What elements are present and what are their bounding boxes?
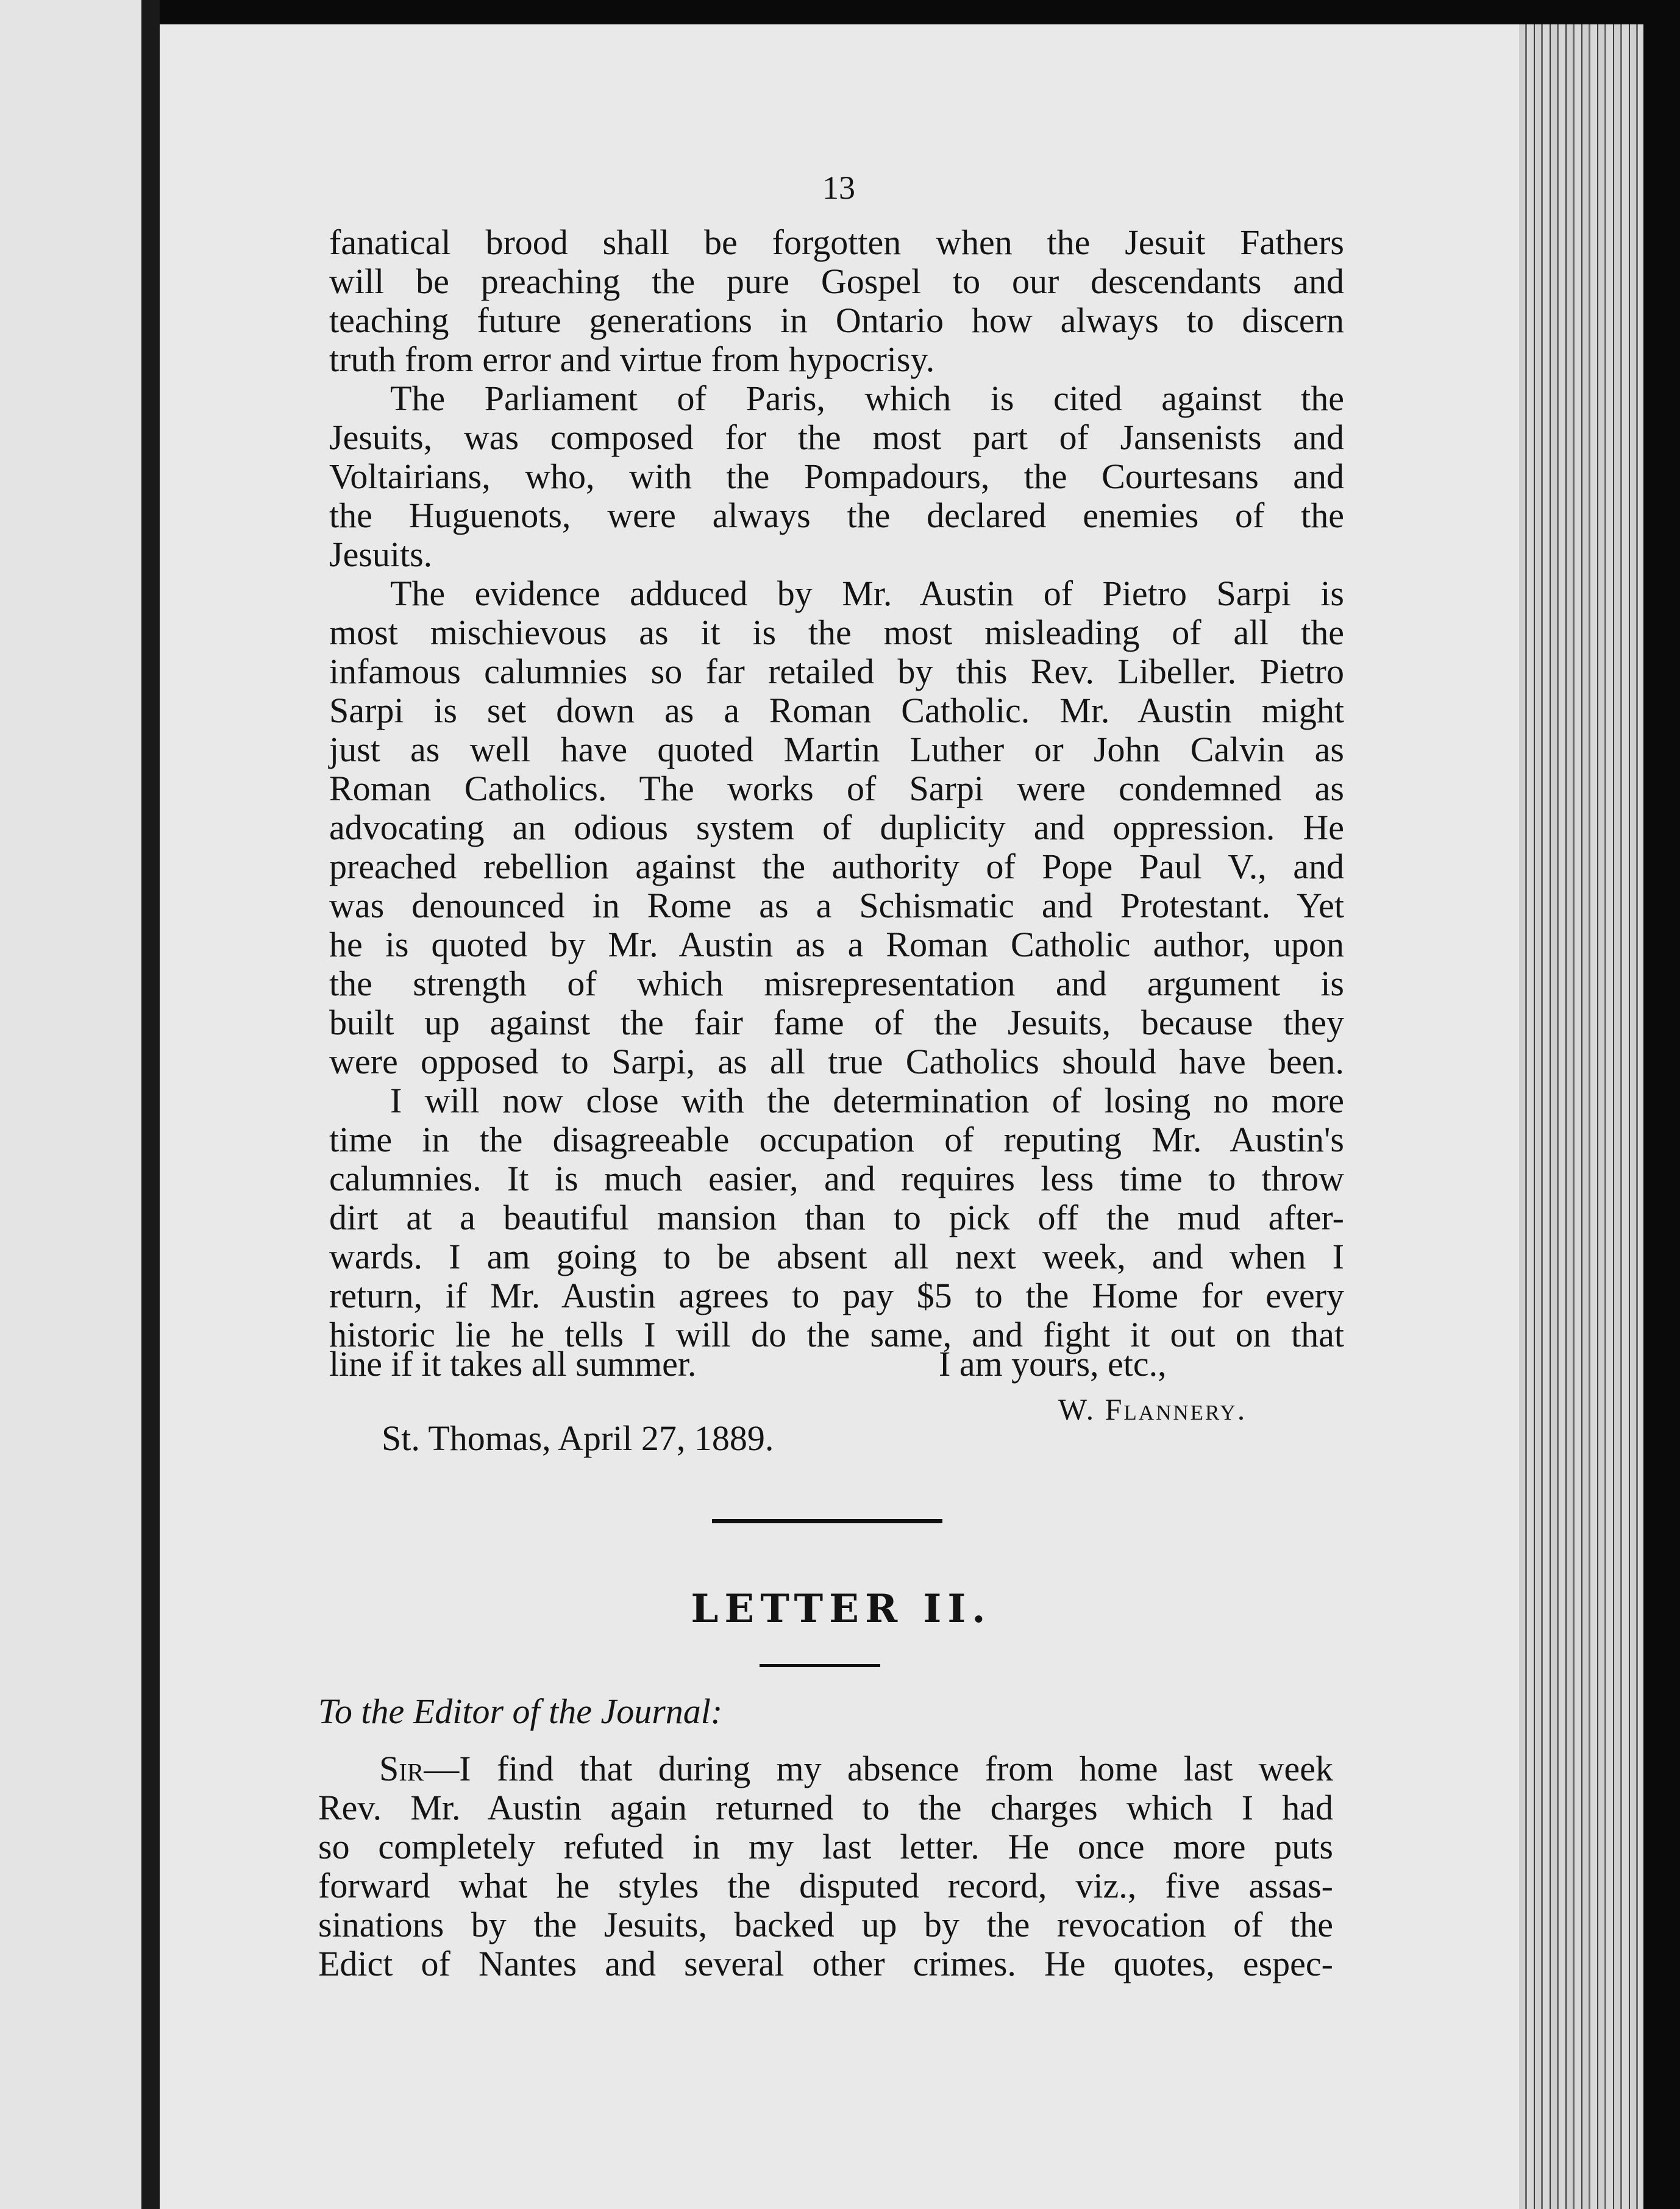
body-line: I will now close with the determination of losing no more xyxy=(390,1081,1344,1120)
body-line: the Huguenots, were always the declared enemies of the xyxy=(329,496,1344,535)
body-line: Roman Catholics. The works of Sarpi were condemned as xyxy=(329,769,1344,808)
signature-name: Flannery. xyxy=(1105,1392,1247,1426)
body-line: infamous calumnies so far retailed by this Rev. Libeller. Pietro xyxy=(329,652,1344,691)
body-line: wards. I am going to be absent all next week, and when I xyxy=(329,1237,1344,1276)
body-line: sinations by the Jesuits, backed up by the revocation of the xyxy=(318,1905,1333,1944)
dateline: St. Thomas, April 27, 1889. xyxy=(382,1418,774,1458)
page-stack-edge xyxy=(1519,24,1643,2209)
body-line: Jesuits. xyxy=(329,535,433,574)
scan-right-border xyxy=(1643,24,1680,2209)
body-line: were opposed to Sarpi, as all true Catholics should have been. xyxy=(329,1042,1344,1081)
body-line xyxy=(318,1749,1333,1788)
closing-line: line if it takes all summer. xyxy=(329,1344,697,1384)
heading-underline-rule xyxy=(760,1664,880,1667)
body-line: truth from error and virtue from hypocrisy. xyxy=(329,340,935,379)
body-line: teaching future generations in Ontario how always to discern xyxy=(329,301,1344,340)
body-line: the strength of which misrepresentation and argument is xyxy=(329,964,1344,1003)
body-line: he is quoted by Mr. Austin as a Roman Catholic author, upon xyxy=(329,925,1344,964)
body-line: built up against the fair fame of the Jesuits, because they xyxy=(329,1003,1344,1042)
body-line: was denounced in Rome as a Schismatic and Protestant. Yet xyxy=(329,886,1344,925)
body-line: will be preaching the pure Gospel to our descendants and xyxy=(329,261,1344,301)
body-line: so completely refuted in my last letter. He once more puts xyxy=(318,1827,1333,1866)
body-line: Sarpi is set down as a Roman Catholic. Mr. Austin might xyxy=(329,691,1344,730)
complimentary-close: I am yours, etc., xyxy=(939,1344,1167,1384)
body-line: Edict of Nantes and several other crimes. He quotes, espec- xyxy=(318,1944,1333,1983)
body-line: advocating an odious system of duplicity and oppression. He xyxy=(329,808,1344,847)
body-line: Jesuits, was composed for the most part of Jansenists and xyxy=(329,418,1344,457)
salutation: To the Editor of the Journal: xyxy=(318,1691,723,1731)
body-line: forward what he styles the disputed record, viz., five assas- xyxy=(318,1866,1333,1905)
letter-heading: LETTER II. xyxy=(691,1586,992,1632)
body-line: return, if Mr. Austin agrees to pay $5 to the Home for every xyxy=(329,1276,1344,1315)
body-line: just as well have quoted Martin Luther or John Calvin as xyxy=(329,730,1344,769)
body-line: dirt at a beautiful mansion than to pick off the mud after- xyxy=(329,1198,1344,1237)
body-line: The evidence adduced by Mr. Austin of Pietro Sarpi is xyxy=(390,574,1344,613)
body-line: fanatical brood shall be forgotten when the Jesuit Fathers xyxy=(329,222,1344,262)
scan-top-border xyxy=(0,0,1680,24)
book-gutter xyxy=(141,0,160,2209)
body-line: time in the disagreeable occupation of reputing Mr. Austin's xyxy=(329,1120,1344,1159)
body-line: preached rebellion against the authority of Pope Paul V., and xyxy=(329,847,1344,886)
body-line: Rev. Mr. Austin again returned to the charges which I had xyxy=(318,1788,1333,1827)
body-line: calumnies. It is much easier, and requires less time to throw xyxy=(329,1159,1344,1198)
letter2-first-line: —I find that during my absence from home last week xyxy=(424,1749,1333,1788)
sir-word: Sir xyxy=(379,1749,424,1788)
body-line: Voltairians, who, with the Pompadours, the Courtesans and xyxy=(329,457,1344,496)
body-line: most mischievous as it is the most misleading of all the xyxy=(329,613,1344,652)
body-line: The Parliament of Paris, which is cited against the xyxy=(390,379,1344,418)
section-divider-rule xyxy=(712,1519,942,1523)
body-line: historic lie he tells I will do the same, and fight it out on that xyxy=(329,1315,1344,1354)
signature-initial: W. xyxy=(1058,1392,1096,1426)
signature xyxy=(1058,1391,1247,1428)
page-number: 13 xyxy=(822,169,855,206)
facing-page-edge xyxy=(0,0,141,2209)
